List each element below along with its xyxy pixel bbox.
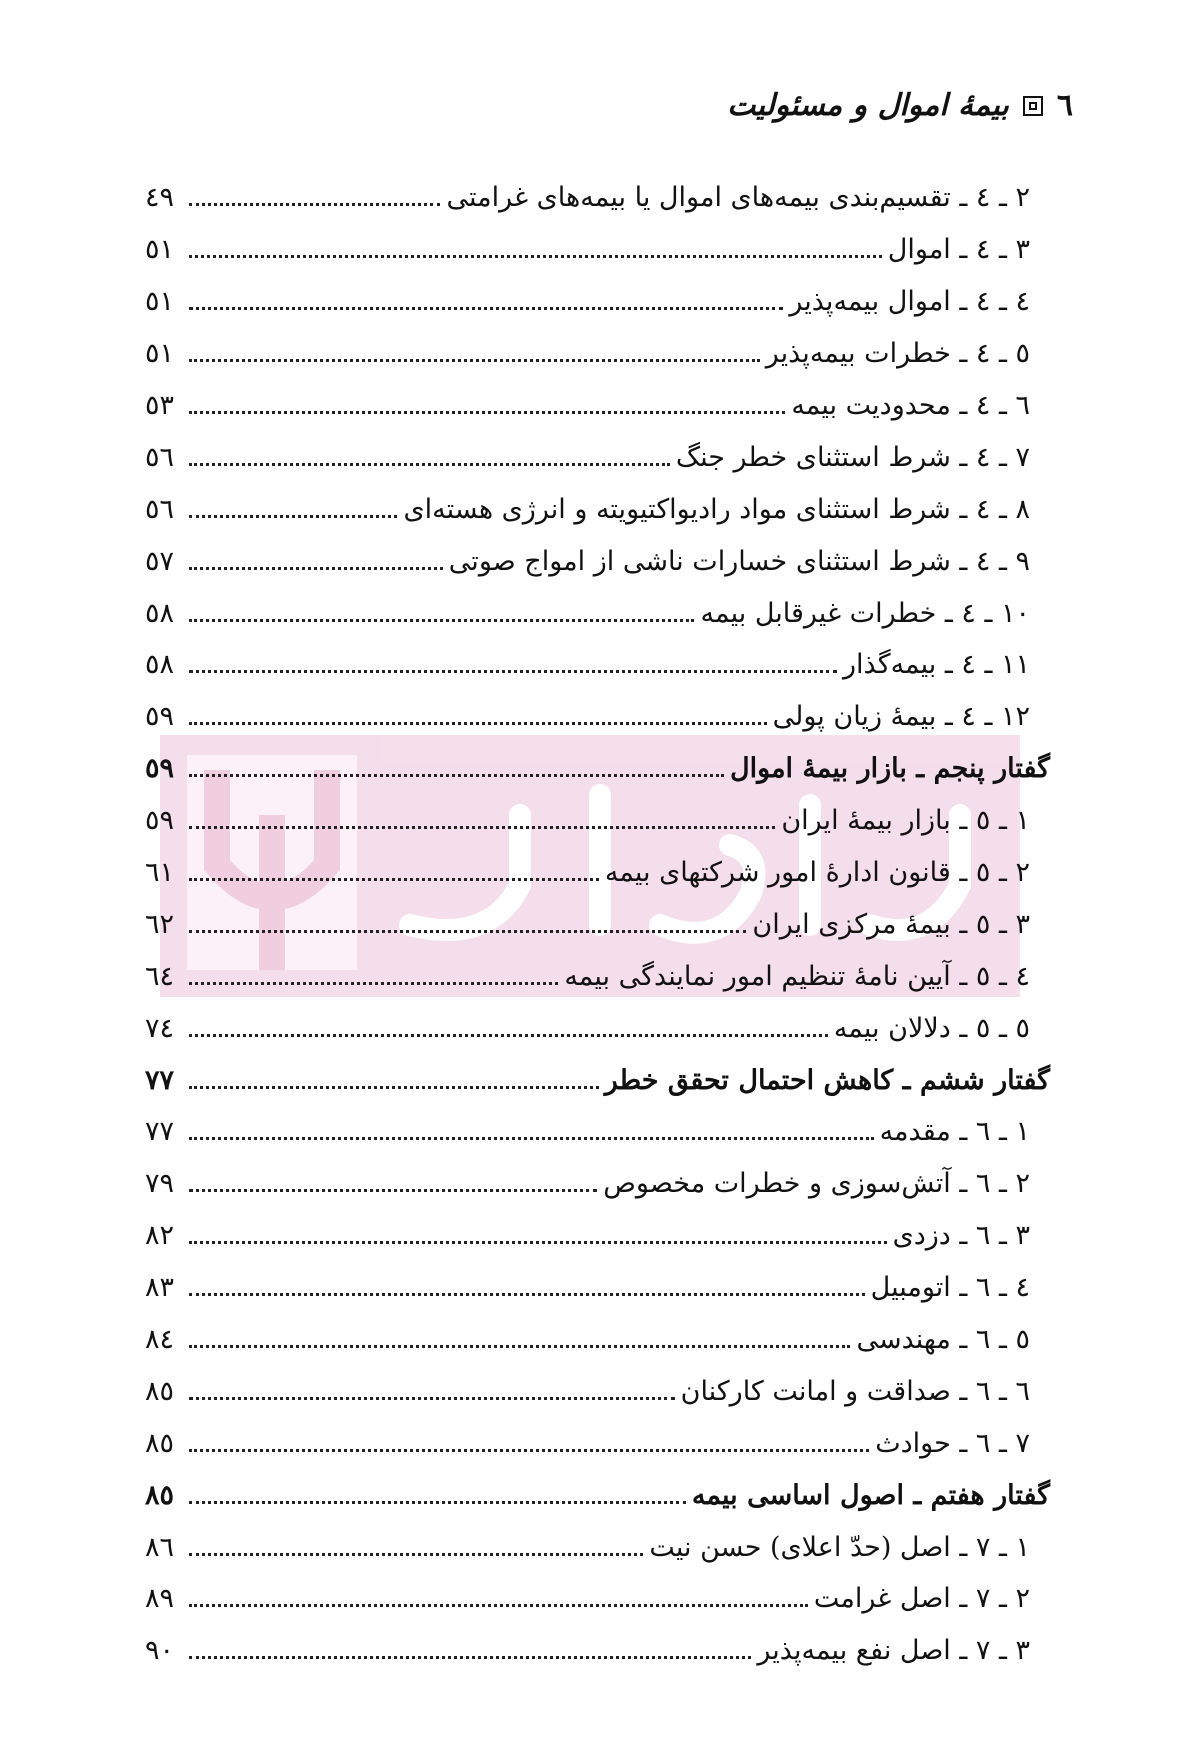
- toc-entry-page: ۷۹: [145, 1168, 175, 1200]
- toc-row: [145, 276, 1050, 328]
- dot-leader: [189, 515, 397, 518]
- toc-chapter-row: [145, 1054, 1050, 1106]
- toc-chapter-row: [145, 743, 1050, 795]
- toc-row: [145, 431, 1050, 483]
- dot-leader: [189, 255, 882, 258]
- toc-entry-title: ۳ ـ ۷ ـ اصل نفع بیمه‌پذیر: [757, 1635, 1030, 1667]
- dot-leader: [189, 203, 440, 206]
- toc-entry-title: ۱۲ ـ ٤ ـ بیمهٔ زیان پولی: [772, 701, 1030, 733]
- page-number: ٦: [1056, 88, 1073, 123]
- toc-row: [145, 587, 1050, 639]
- toc-entry-page: ۸٦: [145, 1531, 175, 1563]
- dot-leader: [189, 1501, 686, 1504]
- toc-entry-page: ۸٥: [145, 1427, 175, 1459]
- dot-leader: [189, 1553, 643, 1556]
- toc-row: [145, 898, 1050, 950]
- toc-entry-title: ۳ ـ ٥ ـ بیمهٔ مرکزی ایران: [752, 908, 1030, 940]
- toc-entry-page: ۹۰: [145, 1635, 175, 1667]
- dot-leader: [189, 1397, 675, 1400]
- toc-entry-title: ۲ ـ ۷ ـ اصل غرامت: [813, 1583, 1030, 1615]
- table-of-contents: [145, 172, 1050, 1677]
- dot-leader: [189, 619, 694, 622]
- toc-entry-title: گفتار پنجم ـ بازار بیمهٔ اموال: [730, 753, 1050, 785]
- toc-entry-page: ٥۹: [145, 701, 175, 733]
- dot-leader: [189, 1189, 597, 1192]
- toc-entry-page: ٥١: [145, 234, 175, 266]
- dot-leader: [189, 1086, 599, 1089]
- dot-leader: [189, 1034, 828, 1037]
- dot-leader: [189, 307, 783, 310]
- toc-row: [145, 795, 1050, 847]
- toc-entry-title: ۱۱ ـ ٤ ـ بیمه‌گذار: [843, 649, 1030, 681]
- toc-entry-title: ۲ ـ ٥ ـ قانون ادارهٔ امور شرکتهای بیمه: [604, 857, 1030, 889]
- toc-entry-title: ٤ ـ ٦ ـ اتومبیل: [870, 1272, 1030, 1304]
- toc-entry-page: ٥۷: [145, 545, 175, 577]
- toc-row: [145, 1106, 1050, 1158]
- toc-row: [145, 1158, 1050, 1210]
- dot-leader: [189, 1345, 850, 1348]
- toc-entry-title: ۲ ـ ٤ ـ تقسیم‌بندی بیمه‌های اموال یا بیمه‌های غرامتی: [446, 182, 1030, 214]
- toc-entry-title: ٦ ـ ٤ ـ محدودیت بیمه: [791, 390, 1030, 421]
- toc-row: [145, 535, 1050, 587]
- dot-leader: [189, 1449, 869, 1452]
- toc-entry-title: ٤ ـ ٤ ـ اموال بیمه‌پذیر: [789, 286, 1030, 318]
- toc-entry-page: ٥٦: [145, 441, 175, 473]
- toc-entry-title: گفتار ششم ـ کاهش احتمال تحقق خطر: [604, 1064, 1050, 1096]
- dot-leader: [189, 722, 767, 725]
- toc-entry-page: ۷٤: [145, 1012, 175, 1044]
- toc-entry-title: ۱ ـ ٥ ـ بازار بیمهٔ ایران: [781, 805, 1030, 837]
- toc-entry-title: ٦ ـ ٦ ـ صداقت و امانت کارکنان: [680, 1375, 1030, 1407]
- toc-entry-page: ٦٤: [145, 960, 175, 992]
- toc-entry-page: ٥١: [145, 338, 175, 370]
- toc-row: [145, 847, 1050, 899]
- toc-entry-page: ٥۹: [145, 753, 175, 785]
- toc-entry-page: ٥٦: [145, 493, 175, 525]
- dot-leader: [189, 1137, 874, 1140]
- toc-entry-page: ۸٥: [145, 1375, 175, 1407]
- toc-entry-page: ٥۳: [145, 390, 175, 421]
- toc-entry-page: ٥١: [145, 286, 175, 318]
- toc-entry-page: ٤٩: [145, 182, 175, 214]
- dot-leader: [189, 982, 558, 985]
- dot-leader: [189, 1656, 751, 1659]
- toc-row: [145, 483, 1050, 535]
- toc-row: [145, 1573, 1050, 1625]
- toc-row: [145, 1417, 1050, 1469]
- toc-entry-page: ۸۲: [145, 1220, 175, 1252]
- toc-chapter-row: [145, 1469, 1050, 1521]
- toc-entry-page: ۷۷: [145, 1064, 175, 1096]
- dot-leader: [189, 1604, 808, 1607]
- toc-row: [145, 328, 1050, 380]
- toc-entry-title: ۳ ـ ٤ ـ اموال: [887, 234, 1030, 266]
- dot-leader: [189, 411, 785, 414]
- square-ornament-icon: [1023, 96, 1043, 116]
- toc-entry-page: ۷۷: [145, 1116, 175, 1148]
- toc-row: [145, 172, 1050, 224]
- toc-entry-title: ٥ ـ ٦ ـ مهندسی: [856, 1324, 1030, 1356]
- toc-row: [145, 950, 1050, 1002]
- dot-leader: [189, 826, 775, 829]
- toc-entry-page: ٥۸: [145, 597, 175, 629]
- toc-entry-title: ۱ ـ ٦ ـ مقدمه: [879, 1116, 1030, 1148]
- toc-row: [145, 224, 1050, 276]
- toc-row: [145, 691, 1050, 743]
- toc-row: [145, 1314, 1050, 1366]
- toc-entry-page: ۸٥: [145, 1479, 175, 1511]
- toc-row: [145, 1002, 1050, 1054]
- toc-entry-title: گفتار هفتم ـ اصول اساسی بیمه: [691, 1479, 1050, 1511]
- toc-row: [145, 1262, 1050, 1314]
- toc-entry-title: ٥ ـ ٤ ـ خطرات بیمه‌پذیر: [765, 338, 1030, 370]
- dot-leader: [189, 463, 670, 466]
- dot-leader: [189, 567, 443, 570]
- toc-entry-page: ٦۱: [145, 857, 175, 889]
- page-header: [727, 88, 1073, 123]
- toc-entry-title: ٥ ـ ٥ ـ دلالان بیمه: [833, 1012, 1030, 1044]
- toc-entry-title: ۲ ـ ٦ ـ آتش‌سوزی و خطرات مخصوص: [603, 1168, 1030, 1200]
- dot-leader: [189, 1241, 887, 1244]
- dot-leader: [189, 670, 837, 673]
- toc-entry-title: ۱ ـ ۷ ـ اصل (حدّ اعلای) حسن نیت: [649, 1531, 1030, 1563]
- toc-entry-page: ۸٤: [145, 1324, 175, 1356]
- toc-row: [145, 1625, 1050, 1677]
- toc-row: [145, 1210, 1050, 1262]
- running-title: بیمهٔ اموال و مسئولیت: [727, 88, 1009, 123]
- toc-entry-page: ۸۳: [145, 1272, 175, 1304]
- toc-entry-page: ۸۹: [145, 1583, 175, 1615]
- dot-leader: [189, 1293, 865, 1296]
- toc-entry-title: ۸ ـ ٤ ـ شرط استثنای مواد رادیواکتیویته و انرژی هسته‌ای: [403, 493, 1030, 525]
- toc-row: [145, 380, 1050, 432]
- toc-entry-title: ۷ ـ ٦ ـ حوادث: [875, 1427, 1030, 1459]
- dot-leader: [189, 930, 746, 933]
- toc-row: [145, 1521, 1050, 1573]
- toc-entry-title: ٤ ـ ٥ ـ آیین نامهٔ تنظیم امور نمایندگی بیمه: [564, 960, 1030, 992]
- toc-entry-title: ۹ ـ ٤ ـ شرط استثنای خسارات ناشی از امواج صوتی: [448, 545, 1030, 577]
- toc-entry-title: ۱۰ ـ ٤ ـ خطرات غیرقابل بیمه: [700, 597, 1030, 629]
- dot-leader: [189, 359, 760, 362]
- toc-entry-title: ۷ ـ ٤ ـ شرط استثنای خطر جنگ: [675, 441, 1030, 473]
- toc-row: [145, 1365, 1050, 1417]
- toc-row: [145, 639, 1050, 691]
- toc-entry-page: ٦۲: [145, 908, 175, 940]
- toc-entry-page: ٥۹: [145, 805, 175, 837]
- toc-entry-title: ۳ ـ ٦ ـ دزدی: [892, 1220, 1030, 1252]
- dot-leader: [189, 774, 724, 777]
- dot-leader: [189, 878, 599, 881]
- toc-entry-page: ٥۸: [145, 649, 175, 681]
